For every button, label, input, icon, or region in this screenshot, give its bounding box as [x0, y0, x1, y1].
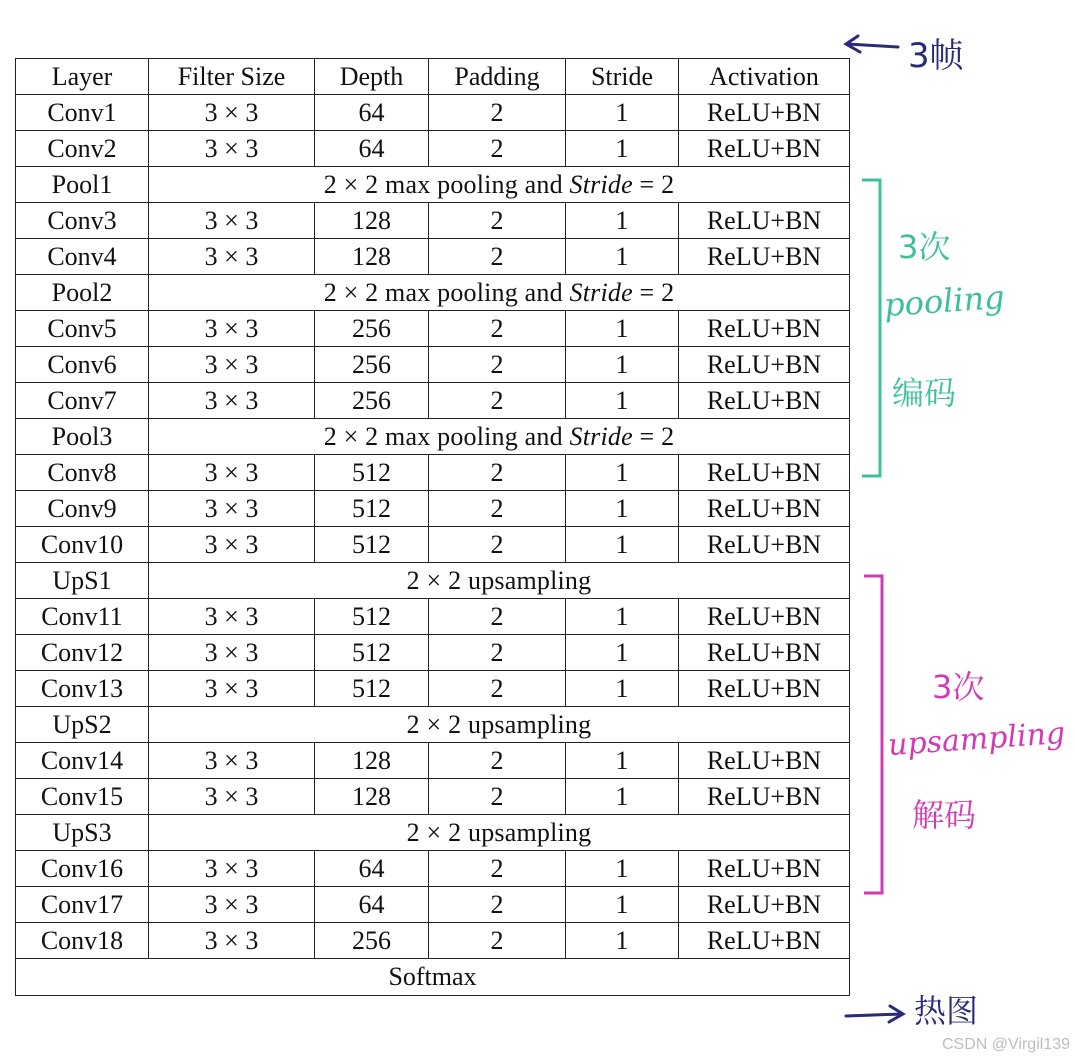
- cell-layer: Conv16: [16, 851, 149, 887]
- annotation-pooling-line3: 编码: [892, 374, 957, 412]
- cell-activation: ReLU+BN: [679, 347, 850, 383]
- header-depth: Depth: [315, 59, 429, 95]
- cell-depth: 256: [315, 383, 429, 419]
- cell-filter-size: 3 × 3: [149, 347, 315, 383]
- pooling-bracket: [862, 180, 880, 476]
- cell-padding: 2: [429, 239, 566, 275]
- cell-filter-size: 3 × 3: [149, 599, 315, 635]
- cell-upsampling-description: 2 × 2 upsampling: [149, 815, 850, 851]
- annotation-upsampling-line2: upsampling: [886, 715, 1067, 764]
- pooling-stride-value: = 2: [639, 421, 675, 451]
- cell-layer: Conv9: [16, 491, 149, 527]
- cell-depth: 512: [315, 671, 429, 707]
- cell-layer: Conv18: [16, 923, 149, 959]
- cell-stride: 1: [566, 635, 679, 671]
- cell-layer: Conv8: [16, 455, 149, 491]
- cell-filter-size: 3 × 3: [149, 131, 315, 167]
- cell-filter-size: 3 × 3: [149, 851, 315, 887]
- cell-stride: 1: [566, 311, 679, 347]
- cell-filter-size: 3 × 3: [149, 671, 315, 707]
- cell-stride: 1: [566, 95, 679, 131]
- pooling-stride-variable: Stride: [569, 277, 633, 307]
- cell-layer: Conv4: [16, 239, 149, 275]
- cell-stride: 1: [566, 671, 679, 707]
- pooling-stride-value: = 2: [639, 169, 675, 199]
- cell-stride: 1: [566, 131, 679, 167]
- cell-padding: 2: [429, 851, 566, 887]
- cell-layer: Conv14: [16, 743, 149, 779]
- header-filter-size: Filter Size: [149, 59, 315, 95]
- cell-activation: ReLU+BN: [679, 95, 850, 131]
- cell-layer: UpS1: [16, 563, 149, 599]
- cell-depth: 256: [315, 311, 429, 347]
- cell-depth: 64: [315, 887, 429, 923]
- cell-layer: UpS3: [16, 815, 149, 851]
- cell-padding: 2: [429, 743, 566, 779]
- cell-depth: 64: [315, 95, 429, 131]
- annotation-pooling-line2: pooling: [882, 277, 1006, 325]
- cell-activation: ReLU+BN: [679, 851, 850, 887]
- cell-layer: Conv5: [16, 311, 149, 347]
- cell-layer: Conv15: [16, 779, 149, 815]
- cell-padding: 2: [429, 95, 566, 131]
- cell-stride: 1: [566, 455, 679, 491]
- cell-depth: 512: [315, 635, 429, 671]
- cell-activation: ReLU+BN: [679, 743, 850, 779]
- cell-stride: 1: [566, 779, 679, 815]
- cell-layer: Pool1: [16, 167, 149, 203]
- cell-depth: 512: [315, 599, 429, 635]
- cell-layer: Conv3: [16, 203, 149, 239]
- cell-padding: 2: [429, 383, 566, 419]
- cell-stride: 1: [566, 491, 679, 527]
- cell-layer: Pool2: [16, 275, 149, 311]
- cell-activation: ReLU+BN: [679, 671, 850, 707]
- cell-activation: ReLU+BN: [679, 923, 850, 959]
- annotation-bottom: 热图: [914, 992, 979, 1030]
- cell-activation: ReLU+BN: [679, 311, 850, 347]
- cell-filter-size: 3 × 3: [149, 527, 315, 563]
- header-padding: Padding: [429, 59, 566, 95]
- annotation-upsampling-line3: 解码: [912, 796, 977, 834]
- cell-padding: 2: [429, 455, 566, 491]
- cell-filter-size: 3 × 3: [149, 455, 315, 491]
- cell-layer: UpS2: [16, 707, 149, 743]
- softmax-cell: Softmax: [16, 959, 850, 996]
- cell-stride: 1: [566, 851, 679, 887]
- cell-upsampling-description: 2 × 2 upsampling: [149, 707, 850, 743]
- cell-depth: 128: [315, 779, 429, 815]
- cell-depth: 256: [315, 923, 429, 959]
- cell-padding: 2: [429, 923, 566, 959]
- upsampling-bracket: [864, 576, 882, 893]
- cell-stride: 1: [566, 743, 679, 779]
- cell-depth: 128: [315, 203, 429, 239]
- cell-activation: ReLU+BN: [679, 131, 850, 167]
- cell-filter-size: 3 × 3: [149, 923, 315, 959]
- cell-activation: ReLU+BN: [679, 239, 850, 275]
- pooling-stride-value: = 2: [639, 277, 675, 307]
- bottom-arrow-icon: [846, 1006, 903, 1022]
- cell-padding: 2: [429, 491, 566, 527]
- cell-stride: 1: [566, 527, 679, 563]
- cell-layer: Pool3: [16, 419, 149, 455]
- pooling-stride-variable: Stride: [569, 421, 633, 451]
- cell-padding: 2: [429, 311, 566, 347]
- cell-stride: 1: [566, 203, 679, 239]
- cell-padding: 2: [429, 203, 566, 239]
- pooling-text: 2 × 2 max pooling and: [323, 421, 563, 451]
- cell-activation: ReLU+BN: [679, 455, 850, 491]
- watermark: CSDN @Virgil139: [942, 1036, 1070, 1053]
- header-stride: Stride: [566, 59, 679, 95]
- cell-activation: ReLU+BN: [679, 635, 850, 671]
- cell-layer: Conv12: [16, 635, 149, 671]
- cell-padding: 2: [429, 887, 566, 923]
- cell-depth: 128: [315, 239, 429, 275]
- pooling-text: 2 × 2 max pooling and: [323, 169, 563, 199]
- cell-filter-size: 3 × 3: [149, 383, 315, 419]
- cell-stride: 1: [566, 383, 679, 419]
- cell-activation: ReLU+BN: [679, 527, 850, 563]
- cell-filter-size: 3 × 3: [149, 239, 315, 275]
- cell-layer: Conv2: [16, 131, 149, 167]
- annotation-upsampling-line1: 3次: [932, 668, 985, 706]
- cell-filter-size: 3 × 3: [149, 635, 315, 671]
- cell-stride: 1: [566, 887, 679, 923]
- cell-depth: 64: [315, 851, 429, 887]
- cell-filter-size: 3 × 3: [149, 779, 315, 815]
- pooling-text: 2 × 2 max pooling and: [323, 277, 563, 307]
- cell-layer: Conv17: [16, 887, 149, 923]
- cell-padding: 2: [429, 527, 566, 563]
- cell-activation: ReLU+BN: [679, 599, 850, 635]
- cell-filter-size: 3 × 3: [149, 887, 315, 923]
- cell-layer: Conv11: [16, 599, 149, 635]
- cell-activation: ReLU+BN: [679, 779, 850, 815]
- header-activation: Activation: [679, 59, 850, 95]
- cell-padding: 2: [429, 779, 566, 815]
- cell-layer: Conv7: [16, 383, 149, 419]
- cell-activation: ReLU+BN: [679, 383, 850, 419]
- cell-stride: 1: [566, 239, 679, 275]
- cell-padding: 2: [429, 635, 566, 671]
- cell-filter-size: 3 × 3: [149, 311, 315, 347]
- cell-depth: 512: [315, 455, 429, 491]
- cell-depth: 512: [315, 491, 429, 527]
- cell-activation: ReLU+BN: [679, 203, 850, 239]
- cell-filter-size: 3 × 3: [149, 491, 315, 527]
- cell-padding: 2: [429, 671, 566, 707]
- cell-layer: Conv1: [16, 95, 149, 131]
- cell-filter-size: 3 × 3: [149, 95, 315, 131]
- cell-filter-size: 3 × 3: [149, 203, 315, 239]
- cell-depth: 128: [315, 743, 429, 779]
- cell-filter-size: 3 × 3: [149, 743, 315, 779]
- annotation-pooling-line1: 3次: [898, 228, 951, 266]
- header-layer: Layer: [16, 59, 149, 95]
- cell-upsampling-description: 2 × 2 upsampling: [149, 563, 850, 599]
- cell-activation: ReLU+BN: [679, 887, 850, 923]
- cell-stride: 1: [566, 347, 679, 383]
- cell-padding: 2: [429, 347, 566, 383]
- cell-depth: 64: [315, 131, 429, 167]
- cell-layer: Conv13: [16, 671, 149, 707]
- cell-layer: Conv10: [16, 527, 149, 563]
- cell-stride: 1: [566, 923, 679, 959]
- cell-layer: Conv6: [16, 347, 149, 383]
- cell-depth: 512: [315, 527, 429, 563]
- cell-padding: 2: [429, 599, 566, 635]
- cell-activation: ReLU+BN: [679, 491, 850, 527]
- top-arrow-icon: [846, 36, 898, 52]
- cell-padding: 2: [429, 131, 566, 167]
- pooling-stride-variable: Stride: [569, 169, 633, 199]
- cell-depth: 256: [315, 347, 429, 383]
- annotation-top: 3帧: [908, 36, 964, 76]
- cell-stride: 1: [566, 599, 679, 635]
